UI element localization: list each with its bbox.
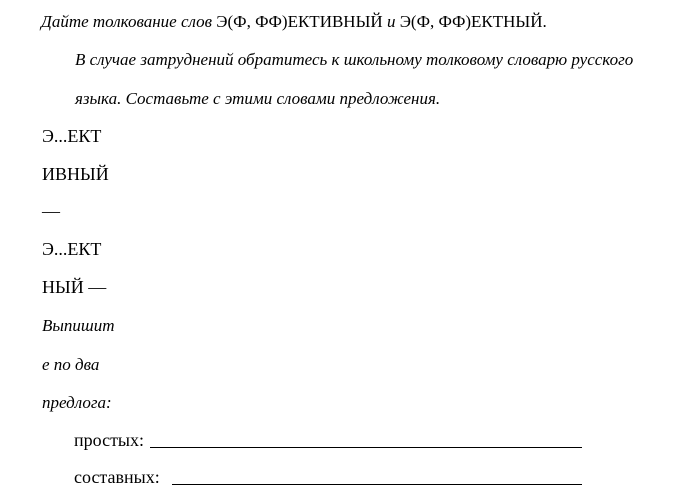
entry-2-part-2: НЫЙ — (42, 277, 107, 297)
task-prefix: Дайте толкование слов (41, 12, 212, 31)
compound-prepositions-answer-line[interactable] (172, 484, 582, 485)
simple-prepositions-answer-line[interactable] (150, 447, 582, 448)
entry-2-part-1: Э...ЕКТ (42, 239, 102, 259)
task-word-1: Э(Ф, ФФ)ЕКТИВНЫЙ (216, 12, 383, 31)
simple-prepositions-label: простых: (74, 430, 145, 450)
entry-1-part-1: Э...ЕКТ (42, 126, 102, 146)
instruction-line-3: предлога: (42, 393, 112, 412)
task-word-2: Э(Ф, ФФ)ЕКТНЫЙ. (399, 12, 547, 31)
compound-prepositions-label: составных: (74, 467, 160, 487)
task-conjunction: и (386, 12, 396, 31)
entry-1-dash: — (42, 201, 60, 221)
hint-line-1: В случае затруднений обратитесь к школьному толковому словарю русского (75, 50, 634, 69)
hint-line-2: языка. Составьте с этими словами предложения. (75, 89, 441, 108)
instruction-line-1: Выпишит (42, 316, 115, 335)
task-statement (41, 12, 547, 32)
entry-1-part-2: ИВНЫЙ (42, 164, 109, 184)
instruction-line-2: е по два (42, 355, 100, 374)
